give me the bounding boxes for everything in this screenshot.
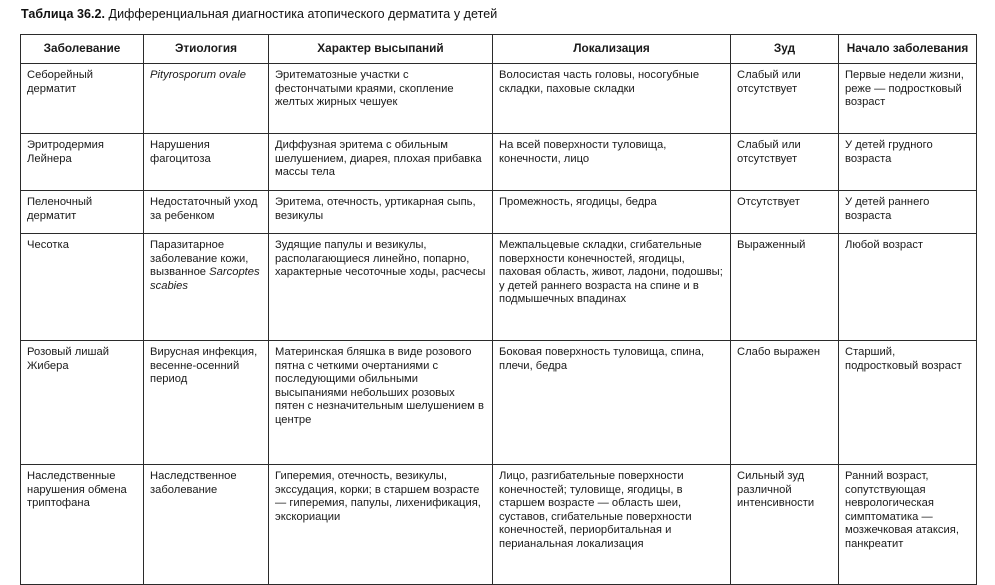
- cell-onset: У детей грудного возраста: [839, 134, 977, 191]
- table-body: [21, 64, 977, 585]
- cell-onset: Старший, подростковый возраст: [839, 341, 977, 465]
- column-header-localization: Локализация: [493, 35, 731, 64]
- cell-localization: Межпальцевые складки, сгибательные поверхности конечностей, ягодицы, паховая область, живот, ладони, подошвы; у детей раннего возраста на спине и в подмышечных впадинах: [493, 234, 731, 341]
- column-header-onset: Начало заболевания: [839, 35, 977, 64]
- caption-label: Таблица 36.2.: [21, 7, 106, 21]
- table-row: [21, 234, 977, 341]
- cell-etiology: Недостаточный уход за ребенком: [144, 191, 269, 234]
- cell-localization: Промежность, ягодицы, бедра: [493, 191, 731, 234]
- column-header-itch: Зуд: [731, 35, 839, 64]
- column-header-disease: Заболевание: [21, 35, 144, 64]
- cell-onset: Первые недели жизни, реже — подростковый возраст: [839, 64, 977, 134]
- cell-etiology: Наследственное заболевание: [144, 465, 269, 585]
- cell-rash: Эритема, отечность, уртикарная сыпь, везикулы: [269, 191, 493, 234]
- cell-onset: Ранний возраст, сопутствующая неврологическая симптоматика — мозжечковая атаксия, панкреатит: [839, 465, 977, 585]
- cell-etiology-species: Sarcoptes scabies: [150, 266, 260, 292]
- cell-rash: Эритематозные участки с фестончатыми краями, скопление желтых жирных чешуек: [269, 64, 493, 134]
- cell-itch: Слабый или отсутствует: [731, 134, 839, 191]
- table-row: [21, 64, 977, 134]
- caption-text: Дифференциальная диагностика атопического дерматита у детей: [105, 7, 498, 21]
- cell-disease: Розовый лишай Жибера: [21, 341, 144, 465]
- cell-disease: Эритродермия Лейнера: [21, 134, 144, 191]
- cell-onset: У детей раннего возраста: [839, 191, 977, 234]
- cell-etiology: Вирусная инфекция, весенне-осенний период: [144, 341, 269, 465]
- cell-rash: Диффузная эритема с обильным шелушением, диарея, плохая прибавка массы тела: [269, 134, 493, 191]
- cell-itch: Сильный зуд различной интенсивности: [731, 465, 839, 585]
- table-row: [21, 341, 977, 465]
- cell-rash: Материнская бляшка в виде розового пятна с четкими очертаниями с последующими обильными высыпаниями небольших розовых пятен с незначительным шелушением в центре: [269, 341, 493, 465]
- cell-etiology-text: Паразитарное заболевание кожи, вызванное: [150, 239, 249, 279]
- cell-localization: Лицо, разгибательные поверхности конечностей; туловище, ягодицы, в старшем возрасте — область шеи, суставов, сгибательные поверхности конечностей, периорбитальная и перианальная локализация: [493, 465, 731, 585]
- cell-itch: Слабо выражен: [731, 341, 839, 465]
- cell-disease: Наследственные нарушения обмена триптофана: [21, 465, 144, 585]
- differential-diagnosis-table: [20, 34, 977, 585]
- cell-disease: Себорейный дерматит: [21, 64, 144, 134]
- cell-localization: Волосистая часть головы, носогубные складки, паховые складки: [493, 64, 731, 134]
- cell-itch: Отсутствует: [731, 191, 839, 234]
- cell-itch: Слабый или отсутствует: [731, 64, 839, 134]
- cell-etiology: [144, 234, 269, 341]
- table-row: [21, 465, 977, 585]
- cell-disease: Пеленочный дерматит: [21, 191, 144, 234]
- column-header-rash-character: Характер высыпаний: [269, 35, 493, 64]
- table-row: [21, 191, 977, 234]
- cell-itch: Выраженный: [731, 234, 839, 341]
- table-container: [20, 34, 976, 585]
- cell-localization: Боковая поверхность туловища, спина, плечи, бедра: [493, 341, 731, 465]
- column-header-etiology: Этиология: [144, 35, 269, 64]
- table-caption: [21, 6, 497, 22]
- cell-rash: Зудящие папулы и везикулы, располагающиеся линейно, попарно, характерные чесоточные ходы, расчесы: [269, 234, 493, 341]
- header-row: [21, 35, 977, 64]
- cell-rash: Гиперемия, отечность, везикулы, экссудация, корки; в старшем возрасте — гиперемия, папулы, лихенификация, экскориации: [269, 465, 493, 585]
- cell-localization: На всей поверхности туловища, конечности, лицо: [493, 134, 731, 191]
- table-header: [21, 35, 977, 64]
- cell-etiology: Нарушения фагоцитоза: [144, 134, 269, 191]
- table-row: [21, 134, 977, 191]
- cell-disease: Чесотка: [21, 234, 144, 341]
- cell-etiology: Pityrosporum ovale: [144, 64, 269, 134]
- cell-onset: Любой возраст: [839, 234, 977, 341]
